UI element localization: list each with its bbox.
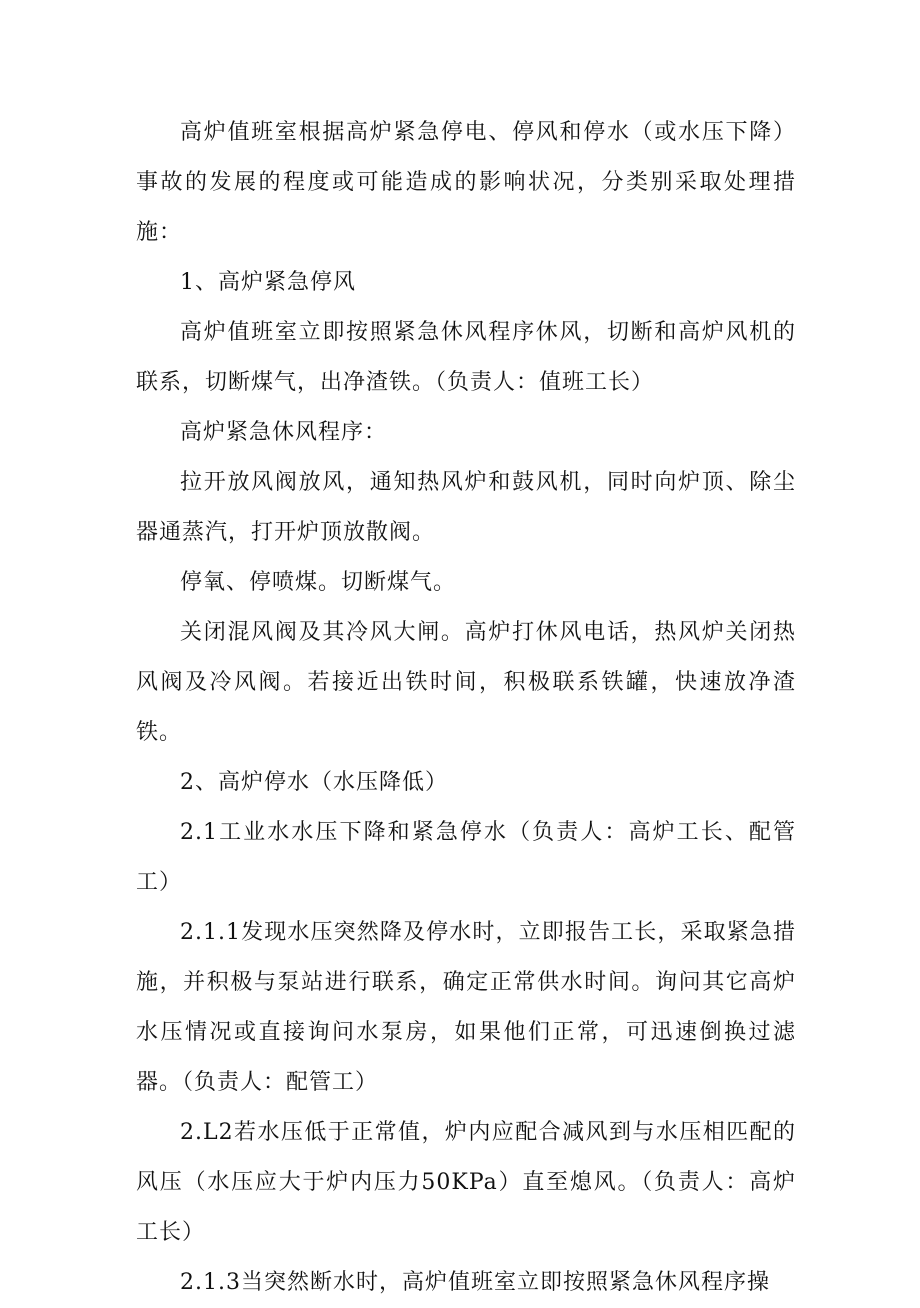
paragraph-procedure-step-1: 拉开放风阀放风，通知热风炉和鼓风机，同时向炉顶、除尘器通蒸汽，打开炉顶放散阀。: [136, 470, 796, 545]
paragraph-2-1-3: 2.1.3当突然断水时，高炉值班室立即按照紧急休风程序操: [180, 1270, 770, 1295]
paragraph-procedure-step-3: 关闭混风阀及其冷风大闸。高炉打休风电话，热风炉关闭热风阀及冷风阀。若接近出铁时间，积极联系铁罐，快速放净渣铁。: [136, 620, 796, 745]
paragraph-2-1-1: 2.1.1发现水压突然降及停水时，立即报告工长，采取紧急措施，并积极与泵站进行联系，确定正常供水时间。询问其它高炉水压情况或直接询问水泵房，如果他们正常，可迅速倒换过滤器。（负责人：配管工）: [136, 920, 796, 1095]
section-heading-emergency-blowdown: 1、高炉紧急停风: [180, 270, 356, 295]
intro-paragraph: 高炉值班室根据高炉紧急停电、停风和停水（或水压下降）事故的发展的程度或可能造成的影响状况，分类别采取处理措施：: [136, 120, 796, 245]
document-body: [136, 108, 796, 1308]
paragraph-blowdown-action: 高炉值班室立即按照紧急休风程序休风，切断和高炉风机的联系，切断煤气，出净渣铁。（负责人：值班工长）: [136, 320, 796, 395]
paragraph-2-1: 2.1工业水水压下降和紧急停水（负责人：高炉工长、配管工）: [136, 820, 796, 895]
section-heading-water-stop: 2、高炉停水（水压降低）: [180, 770, 448, 795]
paragraph-2-1-2: 2.L2若水压低于正常值，炉内应配合减风到与水压相匹配的风压（水压应大于炉内压力50KPa）直至熄风。（负责人：高炉工长）: [136, 1120, 796, 1245]
paragraph-procedure-step-2: 停氧、停喷煤。切断煤气。: [180, 570, 457, 595]
subheading-blowdown-procedure: 高炉紧急休风程序：: [180, 420, 388, 445]
